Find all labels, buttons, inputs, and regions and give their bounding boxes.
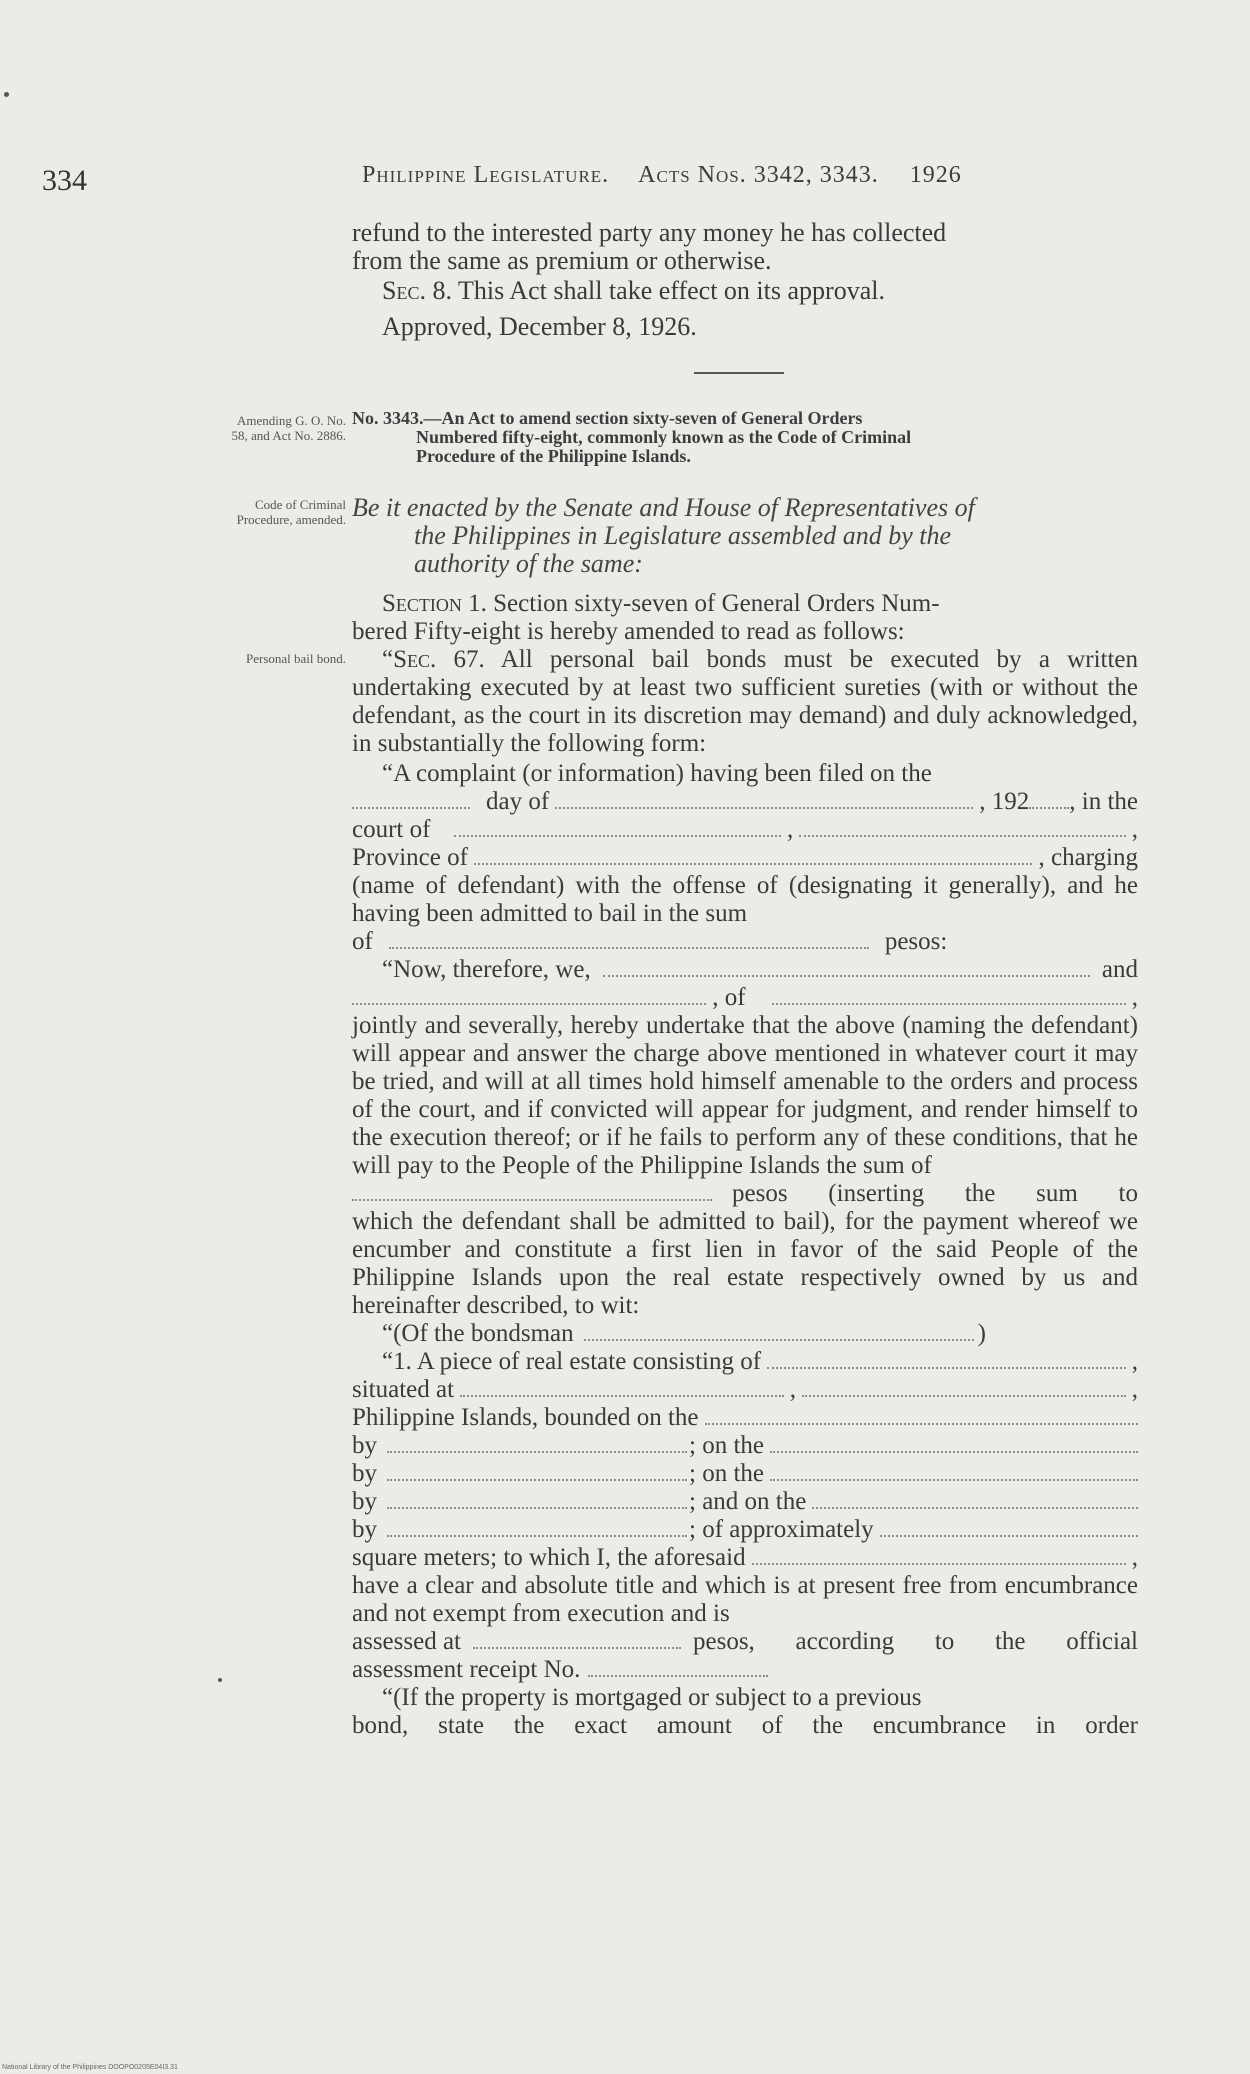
- form-text: ; of approximately: [689, 1516, 874, 1543]
- form-text: by: [352, 1488, 377, 1515]
- blank-bail-sum: [352, 1180, 712, 1201]
- text-line: from the same as premium or otherwise.: [352, 246, 772, 275]
- form-text: assessed at: [352, 1628, 461, 1655]
- blank-surety-2: [352, 984, 706, 1005]
- form-text: “Now, therefore, we,: [382, 956, 591, 983]
- form-text: and: [1101, 956, 1138, 983]
- form-text: “(If the property is mortgaged or subject to a previous: [382, 1684, 922, 1711]
- form-text: square meters; to which I, the aforesaid: [352, 1544, 746, 1571]
- blank-surety-1: [603, 956, 1090, 977]
- margin-note-line: Amending G. O. No.: [236, 413, 346, 428]
- form-text: ,: [789, 1376, 797, 1403]
- blank-by-3: [387, 1488, 687, 1509]
- form-row-by-4: [352, 1516, 1138, 1544]
- form-text: situated at: [352, 1376, 455, 1403]
- margin-note-bail: Personal bail bond.: [245, 651, 346, 666]
- approved-date: Approved, December 8, 1926.: [382, 312, 697, 341]
- bail-bond-form: [352, 760, 1138, 1740]
- form-text: ,: [1131, 816, 1139, 843]
- blank-sum: [389, 928, 869, 949]
- enacting-clause: [352, 494, 1138, 578]
- form-row-we: [352, 956, 1138, 984]
- form-text: “A complaint (or information) having been filed on the: [382, 760, 932, 787]
- form-text: Province of: [352, 844, 468, 871]
- blank-area: [880, 1516, 1138, 1537]
- scan-speck: [218, 1678, 222, 1682]
- form-row-by-1: [352, 1432, 1138, 1460]
- form-text: day of: [486, 788, 550, 815]
- margin-note-amending: [126, 413, 346, 443]
- blank-residence: [772, 984, 1126, 1005]
- section-1: [352, 590, 1138, 1740]
- section-8: [352, 277, 1138, 305]
- form-text: assessment receipt No.: [352, 1656, 581, 1683]
- blank-by-2: [387, 1460, 687, 1481]
- form-text: court of: [352, 816, 431, 843]
- section-label: Sec.: [382, 276, 426, 305]
- form-row-sqm: [352, 1544, 1138, 1572]
- blank-situated: [460, 1376, 784, 1397]
- form-text: “1. A piece of real estate consisting of: [382, 1348, 762, 1375]
- form-row-by-2: [352, 1460, 1138, 1488]
- section-67-label: “Sec.: [382, 646, 437, 673]
- section-text: 1. Section sixty-seven of General Orders Num-: [468, 590, 940, 617]
- text-line: refund to the interested party any money he has collected: [352, 218, 947, 247]
- blank-on-3: [812, 1488, 1138, 1509]
- form-row-bondsman: [352, 1320, 1138, 1348]
- blank-by-4: [387, 1516, 687, 1537]
- section-divider: [694, 372, 784, 374]
- form-row-surety: [352, 984, 1138, 1012]
- act-title-line: Procedure of the Philippine Islands.: [416, 446, 691, 466]
- blank-owner: [752, 1544, 1126, 1565]
- blank-day: [352, 788, 470, 809]
- blank-year: [1029, 788, 1069, 809]
- form-text: by: [352, 1516, 377, 1543]
- form-row-bounded: [352, 1404, 1138, 1432]
- form-text: , of: [712, 984, 746, 1011]
- section-1-intro-cont: bered Fifty-eight is hereby amended to read as follows:: [352, 618, 905, 645]
- blank-on-1: [770, 1432, 1138, 1453]
- blank-by-1: [387, 1432, 687, 1453]
- enacting-line: Be it enacted by the Senate and House of Representatives of: [352, 493, 975, 522]
- form-row-receipt: [352, 1656, 1138, 1684]
- act-title-line: No. 3343.—An Act to amend section sixty-seven of General Orders: [352, 408, 863, 428]
- form-text: Philippine Islands, bounded on the: [352, 1404, 699, 1431]
- form-text: , charging: [1038, 844, 1138, 871]
- blank-situated-2: [802, 1376, 1126, 1397]
- section-67: [352, 646, 1138, 758]
- form-text: ,: [786, 816, 794, 843]
- blank-receipt: [588, 1656, 768, 1677]
- running-head-year: 1926: [909, 162, 962, 188]
- blank-province: [474, 844, 1033, 865]
- form-text: ; on the: [689, 1460, 764, 1487]
- form-text: ; and on the: [689, 1488, 807, 1515]
- form-text: ; on the: [689, 1432, 764, 1459]
- blank-court-place: [799, 816, 1126, 837]
- form-row-piece: [352, 1348, 1138, 1376]
- form-text: ,: [1131, 1376, 1138, 1403]
- section-label: Section: [382, 590, 462, 617]
- form-row-assessed: [352, 1628, 1138, 1656]
- form-text: (name of defendant) with the offense of (designating it generally), and he having been admitted to bail in the sum: [352, 872, 1138, 927]
- form-text: ,: [1131, 1348, 1138, 1375]
- scan-speck: [4, 92, 9, 97]
- scan-footer: National Library of the Philippines DOOPO0205E04I3.31: [2, 2064, 178, 2071]
- section-text: 8. This Act shall take effect on its approval.: [432, 276, 885, 305]
- form-text: have a clear and absolute title and which is at present free from encumbrance and not exempt from execution and is: [352, 1572, 1138, 1627]
- form-row-sum: [352, 928, 1138, 956]
- form-row-province: [352, 844, 1138, 872]
- blank-month: [555, 788, 973, 809]
- form-text: , 192: [979, 788, 1030, 815]
- form-text: , in the: [1069, 788, 1138, 815]
- form-row-by-3: [352, 1488, 1138, 1516]
- margin-note-line: Procedure, amended.: [236, 512, 346, 527]
- form-row-pesos: [352, 1180, 1138, 1208]
- margin-note-line: Code of Criminal: [255, 497, 346, 512]
- form-row-court: [352, 816, 1138, 844]
- form-text: jointly and severally, hereby undertake that the above (naming the defendant) will appear and answer the charge above mentioned in whatever court it may be tried, and will at all times hold himself amenable to the orders and process of the court, and if convicted will appear for judgment, and render himself to the execution thereof; or if he fails to perform any of these conditions, that he will pay to the People of the Philippine Islands the sum of: [352, 1012, 1138, 1179]
- form-text: by: [352, 1432, 377, 1459]
- previous-act-ending: [352, 219, 1138, 341]
- form-text: which the defendant shall be admitted to bail), for the payment whereof we encumber and constitute a first lien in favor of the said People of the Philippine Islands upon the real estate respectively owned by us and hereinafter described, to wit:: [352, 1208, 1138, 1319]
- form-row-situated: [352, 1376, 1138, 1404]
- margin-note-code: [126, 497, 346, 527]
- blank-bondsman: [584, 1320, 974, 1341]
- page-number: 334: [42, 164, 87, 197]
- running-head: [362, 162, 962, 189]
- form-text: bond, state the exact amount of the encumbrance in order: [352, 1712, 1138, 1739]
- form-text: by: [352, 1460, 377, 1487]
- form-row-day: [352, 788, 1138, 816]
- form-text: pesos, according to the official: [693, 1628, 1138, 1655]
- blank-assessed: [473, 1628, 681, 1649]
- form-text: “(Of the bondsman: [382, 1320, 574, 1347]
- act-title: [352, 409, 1138, 466]
- form-text: of: [352, 928, 373, 955]
- enacting-line: the Philippines in Legislature assembled and by the: [414, 521, 952, 550]
- form-text: pesos (inserting the sum to: [732, 1180, 1138, 1207]
- blank-bounded: [705, 1404, 1139, 1425]
- running-head-legislature: Philippine Legislature.: [362, 162, 610, 188]
- section-67-text: 67. All personal bail bonds must be executed by a written undertaking executed by at least two sufficient sureties (with or without the defendant, as the court in its discretion may demand) and duly acknowledged, in substantially the following form:: [352, 646, 1138, 757]
- form-text: pesos:: [884, 928, 948, 955]
- form-text: ): [977, 1320, 986, 1347]
- running-head-acts: Acts Nos. 3342, 3343.: [638, 162, 879, 188]
- blank-court: [454, 816, 781, 837]
- act-title-line: Numbered fifty-eight, commonly known as the Code of Criminal: [416, 427, 912, 447]
- enacting-line: authority of the same:: [414, 549, 643, 578]
- section-1-intro: [352, 590, 1138, 618]
- form-text: ,: [1131, 1544, 1138, 1571]
- form-text: ,: [1131, 984, 1139, 1011]
- margin-note-line: 58, and Act No. 2886.: [231, 428, 346, 443]
- blank-estate: [767, 1348, 1126, 1369]
- blank-on-2: [770, 1460, 1138, 1481]
